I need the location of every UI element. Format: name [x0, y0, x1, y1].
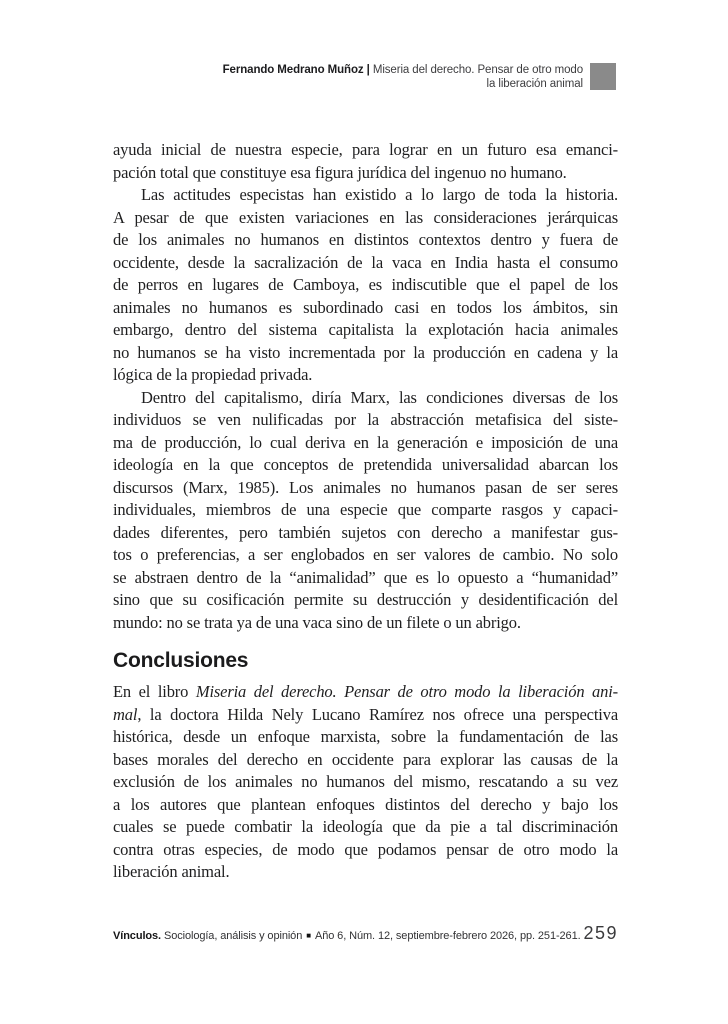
text-segment: individuos se ven nulificadas por la abstracción metafisica del siste- — [113, 410, 618, 429]
text-line — [113, 681, 618, 704]
text-segment: mundo: no se trata ya de una vaca sino de un filete o un abrigo. — [113, 612, 521, 632]
text-line — [113, 274, 618, 297]
text-line — [113, 387, 618, 410]
running-head-text — [223, 63, 583, 91]
text-segment: se abstraen dentro de la “animalidad” que es lo opuesto a “humanidad” — [113, 567, 618, 587]
text-line — [113, 726, 618, 749]
text-line — [113, 704, 618, 727]
text-line — [113, 184, 618, 207]
conclusions-paragraph — [113, 681, 618, 884]
text-line — [113, 139, 618, 162]
text-line — [113, 522, 618, 545]
text-line — [113, 477, 618, 500]
text-line — [113, 749, 618, 772]
text-segment: discursos (Marx, 1985). Los animales no humanos pasan de ser seres — [113, 477, 618, 497]
section-heading-conclusiones: Conclusiones — [113, 649, 249, 672]
text-line — [113, 454, 618, 477]
text-line — [113, 229, 618, 252]
text-line — [113, 319, 618, 342]
running-head-line1 — [223, 64, 583, 78]
text-segment: no humanos se ha visto incrementada por la producción en cadena y la — [113, 342, 618, 362]
text-line — [113, 409, 618, 432]
text-segment: bases morales del derecho en occidente para explorar las causas de la — [113, 749, 618, 769]
article-title-part2: la liberación animal — [486, 77, 583, 90]
text-segment: A pesar de que existen variaciones en las consideraciones jerárquicas — [113, 207, 618, 227]
page-number: 259 — [583, 923, 618, 943]
text-segment: Dentro del capitalismo, diría Marx, las condiciones diversas de los — [141, 387, 618, 407]
text-segment: histórica, desde un enfoque marxista, sobre la fundamentación de las — [113, 727, 618, 746]
text-segment: occidente, desde la sacralización de la vaca en India hasta el consumo — [113, 252, 618, 272]
text-segment: a los autores que plantean enfoques distintos del derecho y bajo los — [113, 794, 618, 814]
text-line — [113, 544, 618, 567]
text-line — [113, 771, 618, 794]
issue-info: Año 6, Núm. 12, septiembre-febrero 2026, pp. 251-261. — [314, 930, 581, 942]
text-segment: embargo, dentro del sistema capitalista la explotación hacia animales — [113, 320, 618, 339]
article-content — [113, 139, 618, 884]
book-title-italic: mal — [113, 704, 138, 724]
text-line — [113, 612, 618, 635]
text-segment: ideología en la que conceptos de pretendida universalidad abarcan los — [113, 455, 618, 474]
text-segment: exclusión de los animales no humanos del mismo, rescatando a su vez — [113, 772, 618, 791]
page-footer — [113, 923, 618, 944]
text-line — [113, 567, 618, 590]
text-segment: lógica de la propiedad privada. — [113, 365, 313, 384]
text-segment: ma de producción, lo cual deriva en la generación e imposición de una — [113, 432, 618, 452]
article-body — [113, 139, 618, 634]
text-line — [113, 499, 618, 522]
text-segment: liberación animal. — [113, 862, 230, 881]
text-segment: pación total que constituye esa figura jurídica del ingenuo no humano. — [113, 162, 567, 182]
text-line — [113, 432, 618, 455]
text-segment: En el libro — [113, 682, 196, 701]
text-line — [113, 861, 618, 884]
text-segment: individuales, miembros de una especie que comparte rasgos y capaci- — [113, 500, 618, 519]
journal-name: Vínculos. — [113, 930, 161, 942]
text-line — [113, 252, 618, 275]
text-segment: de los animales no humanos en distintos contextos dentro y fuera de — [113, 230, 618, 249]
text-segment: Las actitudes especistas han existido a lo largo de toda la historia. — [141, 185, 618, 204]
text-segment: dades diferentes, pero también sujetos con derecho a manifestar gus- — [113, 522, 618, 542]
book-title-italic: Miseria del derecho. Pensar de otro modo la liberación ani- — [195, 682, 618, 701]
text-line — [113, 364, 618, 387]
text-segment: cuales se puede combatir la ideología que da pie a tal discriminación — [113, 817, 618, 836]
text-line — [113, 207, 618, 230]
text-line — [113, 162, 618, 185]
text-line — [113, 589, 618, 612]
text-segment: sino que su cosificación permite su destrucción y desidentificación del — [113, 590, 618, 609]
text-segment: de perros en lugares de Camboya, es indiscutible que el papel de los — [113, 275, 618, 294]
text-line — [113, 794, 618, 817]
text-line — [113, 342, 618, 365]
text-line — [113, 297, 618, 320]
square-bullet-icon: ■ — [306, 931, 311, 940]
text-segment: animales no humanos es subordinado casi en todos los ámbitos, sin — [113, 297, 618, 317]
journal-credit-line — [113, 930, 581, 942]
article-title-part1: Miseria del derecho. Pensar de otro modo — [369, 64, 583, 76]
text-segment: contra otras especies, de modo que podamos pensar de otro modo la — [113, 839, 618, 859]
author-name: Fernando Medrano Muñoz | — [222, 64, 370, 76]
page-header — [113, 63, 616, 91]
journal-subtitle: Sociología, análisis y opinión — [161, 930, 303, 942]
text-line — [113, 816, 618, 839]
text-segment: , la doctora Hilda Nely Lucano Ramírez nos ofrece una perspectiva — [137, 704, 618, 724]
text-line — [113, 839, 618, 862]
text-segment: ayuda inicial de nuestra especie, para lograr en un futuro esa emanci- — [113, 140, 618, 159]
header-gray-square — [590, 63, 616, 90]
text-segment: tos o preferencias, a ser englobados en ser valores de cambio. No solo — [113, 545, 618, 564]
